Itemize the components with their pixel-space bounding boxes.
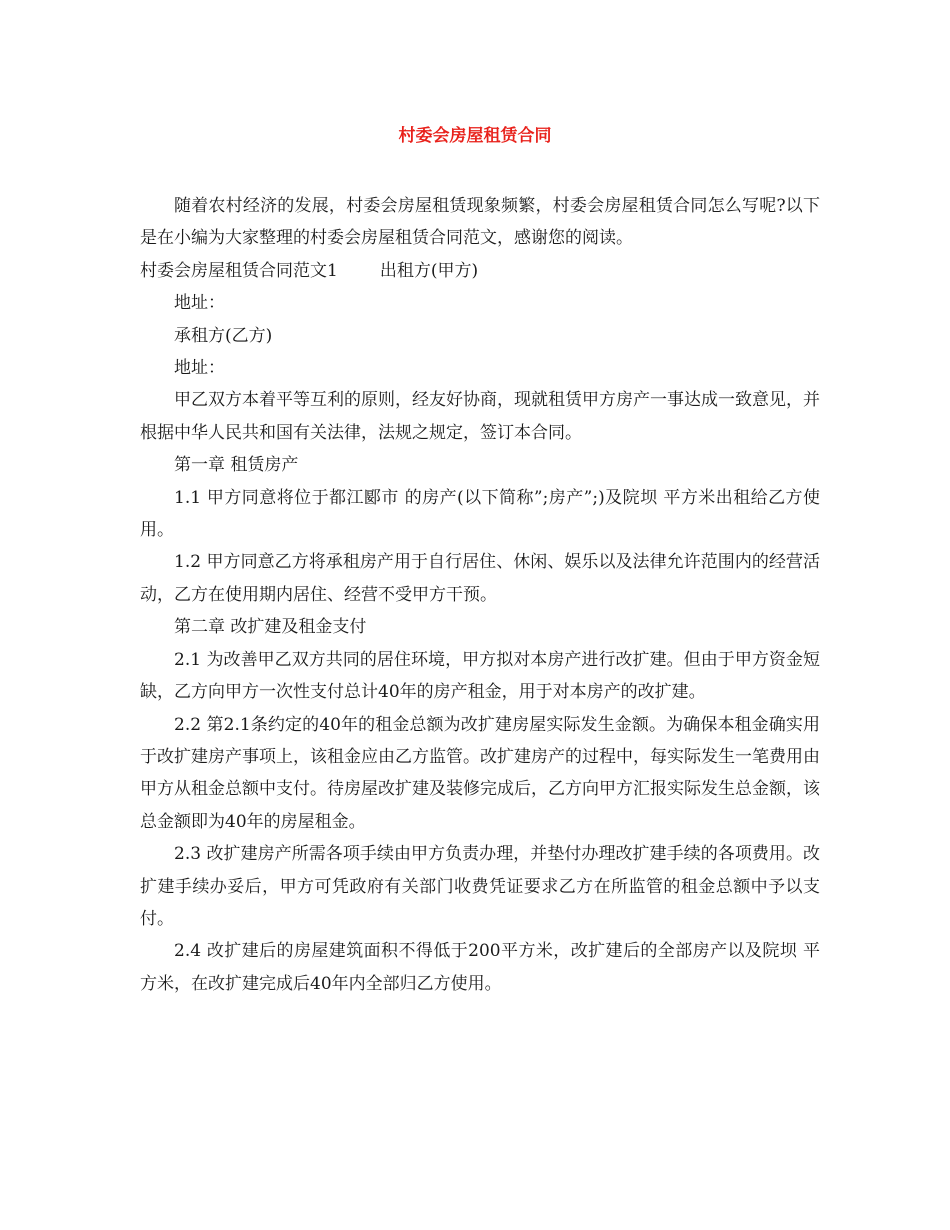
sample-heading-line [140,255,820,287]
sample-heading: 村委会房屋租赁合同范文1 [140,260,338,281]
intro-paragraph: 随着农村经济的发展，村委会房屋租赁现象频繁，村委会房屋租赁合同怎么写呢?以下是在小编为大家整理的村委会房屋租赁合同范文，感谢您的阅读。 [140,196,820,249]
clause-1-1: 1.1 甲方同意将位于都江郾市 的房产(以下简称”;房产”;)及院坝 平方米出租给乙方使用。 [140,487,820,541]
clause-1-2: 1.2 甲方同意乙方将承租房产用于自行居住、休闲、娱乐以及法律允许范围内的经营活动，乙方在使用期内居住、经营不受甲方干预。 [140,552,820,605]
lessor-label: 出租方(甲方) [379,260,479,281]
lessor-address: 地址： [174,293,225,314]
document-body [140,190,820,1000]
clause-2-3: 2.3 改扩建房产所需各项手续由甲方负责办理，并垫付办理改扩建手续的各项费用。改扩建手续办妥后，甲方可凭政府有关部门收费凭证要求乙方在所监管的租金总额中予以支付。 [140,844,820,929]
clause-2-1: 2.1 为改善甲乙双方共同的居住环境，甲方拟对本房产进行改扩建。但由于甲方资金短缺，乙方向甲方一次性支付总计40年的房产租金，用于对本房产的改扩建。 [140,649,820,703]
clause-2-4: 2.4 改扩建后的房屋建筑面积不得低于200平方米，改扩建后的全部房产以及院坝 平方米，在改扩建完成后40年内全部归乙方使用。 [140,941,820,994]
chapter-1-heading: 第一章 租赁房产 [174,455,299,476]
chapter-2-heading: 第二章 改扩建及租金支付 [174,617,367,638]
lessee-label: 承租方(乙方) [174,325,273,346]
clause-2-2: 2.2 第2.1条约定的40年的租金总额为改扩建房屋实际发生金额。为确保本租金确实用于改扩建房产事项上，该租金应由乙方监管。改扩建房产的过程中，每实际发生一笔费用由甲方从租金总额中支付。待房屋改扩建及装修完成后，乙方向甲方汇报实际发生总金额，该总金额即为40年的房屋租金。 [140,714,820,832]
lessee-address: 地址： [174,358,225,379]
document-title: 村委会房屋租赁合同 [398,126,552,146]
preamble-paragraph: 甲乙双方本着平等互利的原则，经友好协商，现就租赁甲方房产一事达成一致意见，并根据中华人民共和国有关法律，法规之规定，签订本合同。 [140,390,820,443]
